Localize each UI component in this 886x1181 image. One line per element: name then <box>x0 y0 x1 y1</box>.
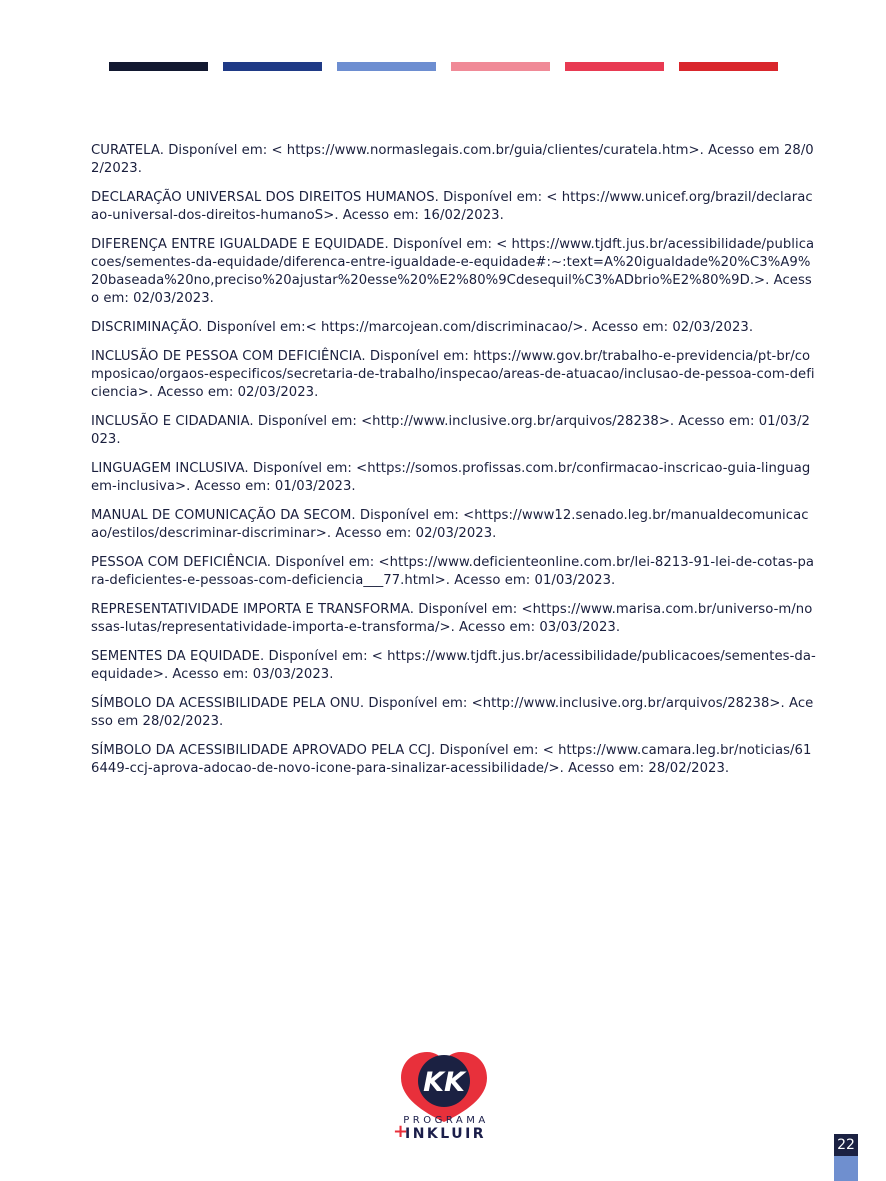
reference-item: SÍMBOLO DA ACESSIBILIDADE PELA ONU. Disponível em: <http://www.inclusive.org.br/arquivos/28238>. Acesso em 28/02/2023. <box>91 696 814 729</box>
color-bar-light-blue <box>337 62 436 71</box>
reference-item: DIFERENÇA ENTRE IGUALDADE E EQUIDADE. Disponível em: < https://www.tjdft.jus.br/acessibilidade/publicacoes/sementes-da-equidade/diferenca-entre-igualdade-e-equidade#:~:text=A%20igualdade%20%C3%A9%20baseada%20no,preciso%20ajustar%20esse%20%E2%80%9Cdesequil%C3%ADbrio%E2%80%9D.>. Acesso em: 02/03/2023. <box>91 237 815 306</box>
color-bar-pink <box>451 62 550 71</box>
reference-item: SÍMBOLO DA ACESSIBILIDADE APROVADO PELA CCJ. Disponível em: < https://www.camara.leg.br/noticias/616449-ccj-aprova-adocao-de-novo-icone-para-sinalizar-acessibilidade/>. Acesso em: 28/02/2023. <box>91 743 812 776</box>
logo-monogram: KK <box>423 1067 465 1098</box>
color-bar-rose <box>565 62 664 71</box>
reference-item: INCLUSÃO DE PESSOA COM DEFICIÊNCIA. Disponível em: https://www.gov.br/trabalho-e-previdencia/pt-br/composicao/orgaos-especificos/secretaria-de-trabalho/inspecao/areas-de-atuacao/inclusao-de-pessoa-com-deficiencia>. Acesso em: 02/03/2023. <box>91 349 815 400</box>
page-number-tab <box>834 1156 858 1181</box>
reference-item: LINGUAGEM INCLUSIVA. Disponível em: <https://somos.profissas.com.br/confirmacao-inscricao-guia-linguagem-inclusiva>. Acesso em: 01/03/2023. <box>91 461 811 494</box>
color-bar-navy <box>109 62 208 71</box>
reference-item: MANUAL DE COMUNICAÇÃO DA SECOM. Disponível em: <https://www12.senado.leg.br/manualdecomunicacao/estilos/descriminar-discriminar>. Acesso em: 02/03/2023. <box>91 508 809 541</box>
reference-list <box>91 142 816 789</box>
reference-item: REPRESENTATIVIDADE IMPORTA E TRANSFORMA. Disponível em: <https://www.marisa.com.br/universo-m/nossas-lutas/representatividade-importa-e-transforma/>. Acesso em: 03/03/2023. <box>91 602 813 635</box>
reference-item: INCLUSÃO E CIDADANIA. Disponível em: <http://www.inclusive.org.br/arquivos/28238>. Acesso em: 01/03/2023. <box>91 414 810 447</box>
reference-item: SEMENTES DA EQUIDADE. Disponível em: < https://www.tjdft.jus.br/acessibilidade/publicacoes/sementes-da-equidade>. Acesso em: 03/03/2023. <box>91 649 816 682</box>
reference-item: PESSOA COM DEFICIÊNCIA. Disponível em: <https://www.deficienteonline.com.br/lei-8213-91-lei-de-cotas-para-deficientes-e-pessoas-com-deficiencia___77.html>. Acesso em: 01/03/2023. <box>91 555 815 588</box>
logo-word-programa: PROGRAMA <box>403 1115 489 1126</box>
page-number: 22 <box>834 1134 858 1156</box>
color-bar-blue <box>223 62 322 71</box>
logo-plus: + <box>393 1121 409 1142</box>
reference-item: DECLARAÇÃO UNIVERSAL DOS DIREITOS HUMANOS. Disponível em: < https://www.unicef.org/brazil/declaracao-universal-dos-direitos-humanoS>. Acesso em: 16/02/2023. <box>91 190 813 223</box>
logo-word-inkluir: INKLUIR <box>405 1126 487 1142</box>
reference-item: CURATELA. Disponível em: < https://www.normaslegais.com.br/guia/clientes/curatela.htm>. Acesso em 28/02/2023. <box>91 143 814 176</box>
reference-item: DISCRIMINAÇÃO. Disponível em:< https://marcojean.com/discriminacao/>. Acesso em: 02/03/2023. <box>91 320 754 335</box>
color-bar-red <box>679 62 778 71</box>
